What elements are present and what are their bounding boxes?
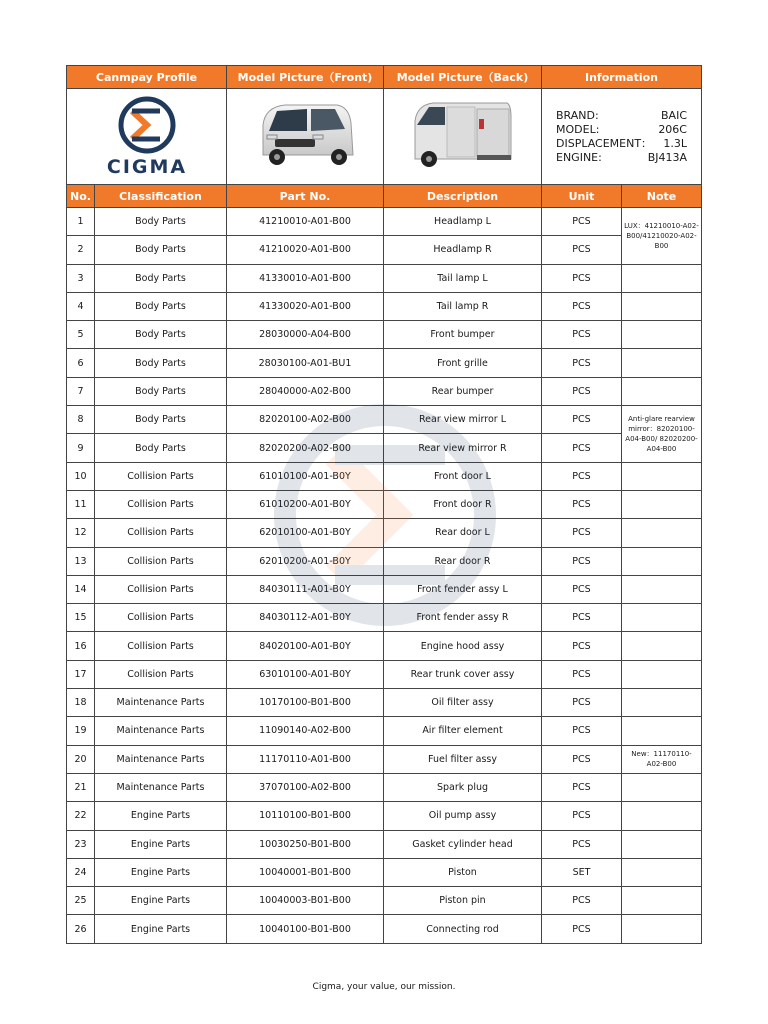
table-row <box>67 632 702 660</box>
row-description: Oil filter assy <box>384 689 542 717</box>
row-classification: Collision Parts <box>95 462 227 490</box>
row-unit: PCS <box>542 264 622 292</box>
row-classification: Engine Parts <box>95 802 227 830</box>
row-number: 22 <box>67 802 95 830</box>
row-description: Front bumper <box>384 321 542 349</box>
displacement-value: 1.3L <box>663 136 687 150</box>
row-part-no: 10040003-B01-B00 <box>227 887 384 915</box>
col-note: Note <box>622 185 702 208</box>
row-unit: PCS <box>542 802 622 830</box>
row-unit: PCS <box>542 575 622 603</box>
row-part-no: 37070100-A02-B00 <box>227 773 384 801</box>
row-number: 5 <box>67 321 95 349</box>
row-note <box>622 887 702 915</box>
row-classification: Body Parts <box>95 264 227 292</box>
col-no: No. <box>67 185 95 208</box>
table-row <box>67 292 702 320</box>
row-description: Gasket cylinder head <box>384 830 542 858</box>
row-part-no: 41210010-A01-B00 <box>227 208 384 236</box>
table-row <box>67 264 702 292</box>
row-description: Fuel filter assy <box>384 745 542 773</box>
table-row <box>67 236 702 264</box>
row-part-no: 10040100-B01-B00 <box>227 915 384 943</box>
table-row <box>67 773 702 801</box>
row-number: 16 <box>67 632 95 660</box>
row-note <box>622 349 702 377</box>
row-note <box>622 575 702 603</box>
row-number: 12 <box>67 519 95 547</box>
row-part-no: 11090140-A02-B00 <box>227 717 384 745</box>
row-part-no: 62010200-A01-B0Y <box>227 547 384 575</box>
row-description: Rear view mirror R <box>384 434 542 462</box>
logo-text: CIGMA <box>106 155 187 178</box>
table-row <box>67 575 702 603</box>
cigma-logo <box>92 93 202 178</box>
row-note <box>622 632 702 660</box>
table-row <box>67 490 702 518</box>
table-row <box>67 887 702 915</box>
row-unit: PCS <box>542 745 622 773</box>
row-classification: Body Parts <box>95 349 227 377</box>
row-part-no: 10040001-B01-B00 <box>227 858 384 886</box>
table-row <box>67 547 702 575</box>
row-number: 9 <box>67 434 95 462</box>
row-part-no: 63010100-A01-B0Y <box>227 660 384 688</box>
row-number: 19 <box>67 717 95 745</box>
row-description: Front grille <box>384 349 542 377</box>
header-back: Model Picture（Back) <box>384 66 542 89</box>
row-description: Front door R <box>384 490 542 518</box>
row-unit: PCS <box>542 830 622 858</box>
row-part-no: 82020100-A02-B00 <box>227 406 384 434</box>
col-classification: Classification <box>95 185 227 208</box>
row-note <box>622 689 702 717</box>
row-description: Rear door L <box>384 519 542 547</box>
row-note <box>622 292 702 320</box>
row-description: Engine hood assy <box>384 632 542 660</box>
row-part-no: 84030111-A01-B0Y <box>227 575 384 603</box>
row-classification: Collision Parts <box>95 660 227 688</box>
row-classification: Body Parts <box>95 434 227 462</box>
row-note <box>622 604 702 632</box>
table-row <box>67 745 702 773</box>
row-part-no: 11170110-A01-B00 <box>227 745 384 773</box>
row-number: 2 <box>67 236 95 264</box>
row-description: Tail lamp R <box>384 292 542 320</box>
table-row <box>67 858 702 886</box>
row-number: 6 <box>67 349 95 377</box>
row-unit: PCS <box>542 377 622 405</box>
row-unit: PCS <box>542 292 622 320</box>
model-row <box>556 123 687 137</box>
row-unit: PCS <box>542 689 622 717</box>
table-row <box>67 717 702 745</box>
col-unit: Unit <box>542 185 622 208</box>
row-number: 1 <box>67 208 95 236</box>
row-note: LUX：41210010-A02-B00/41210020-A02-B00 <box>622 208 702 265</box>
row-classification: Maintenance Parts <box>95 689 227 717</box>
row-number: 11 <box>67 490 95 518</box>
row-classification: Collision Parts <box>95 519 227 547</box>
row-description: Headlamp R <box>384 236 542 264</box>
table-row <box>67 689 702 717</box>
row-note <box>622 321 702 349</box>
row-classification: Maintenance Parts <box>95 773 227 801</box>
row-description: Rear trunk cover assy <box>384 660 542 688</box>
table-row <box>67 406 702 434</box>
row-description: Piston pin <box>384 887 542 915</box>
col-part-no: Part No. <box>227 185 384 208</box>
row-number: 24 <box>67 858 95 886</box>
row-description: Connecting rod <box>384 915 542 943</box>
row-note <box>622 773 702 801</box>
table-row <box>67 434 702 462</box>
engine-row <box>556 151 687 165</box>
row-classification: Engine Parts <box>95 887 227 915</box>
row-note <box>622 830 702 858</box>
row-note <box>622 519 702 547</box>
row-classification: Maintenance Parts <box>95 717 227 745</box>
row-number: 13 <box>67 547 95 575</box>
row-unit: PCS <box>542 660 622 688</box>
table-row <box>67 208 702 236</box>
row-unit: PCS <box>542 236 622 264</box>
van-front-image <box>249 95 361 175</box>
parts-table <box>66 65 702 944</box>
row-classification: Collision Parts <box>95 547 227 575</box>
row-unit: PCS <box>542 434 622 462</box>
table-row <box>67 915 702 943</box>
col-description: Description <box>384 185 542 208</box>
row-number: 10 <box>67 462 95 490</box>
row-part-no: 28030000-A04-B00 <box>227 321 384 349</box>
row-part-no: 10030250-B01-B00 <box>227 830 384 858</box>
table-row <box>67 830 702 858</box>
displacement-label: DISPLACEMENT： <box>556 136 653 150</box>
model-value: 206C <box>658 122 687 136</box>
row-number: 4 <box>67 292 95 320</box>
profile-header-row <box>67 66 702 89</box>
row-note: New：11170110-A02-B00 <box>622 745 702 773</box>
footer-tagline: Cigma, your value, our mission. <box>312 982 456 992</box>
engine-value: BJ413A <box>647 150 687 164</box>
row-classification: Collision Parts <box>95 632 227 660</box>
row-classification: Collision Parts <box>95 575 227 603</box>
company-logo-cell <box>67 89 227 185</box>
row-note <box>622 462 702 490</box>
displacement-row <box>556 137 687 151</box>
row-unit: SET <box>542 858 622 886</box>
row-unit: PCS <box>542 462 622 490</box>
row-note <box>622 858 702 886</box>
row-classification: Engine Parts <box>95 858 227 886</box>
row-description: Air filter element <box>384 717 542 745</box>
row-number: 8 <box>67 406 95 434</box>
table-row <box>67 802 702 830</box>
row-description: Rear door R <box>384 547 542 575</box>
row-number: 26 <box>67 915 95 943</box>
brand-value: BAIC <box>661 108 687 122</box>
row-note <box>622 377 702 405</box>
row-note <box>622 547 702 575</box>
row-classification: Collision Parts <box>95 604 227 632</box>
column-header-row <box>67 185 702 208</box>
row-unit: PCS <box>542 717 622 745</box>
row-part-no: 28030100-A01-BU1 <box>227 349 384 377</box>
brand-label: BRAND: <box>556 108 599 122</box>
row-classification: Body Parts <box>95 321 227 349</box>
row-number: 18 <box>67 689 95 717</box>
row-description: Spark plug <box>384 773 542 801</box>
profile-content-row <box>67 89 702 185</box>
row-unit: PCS <box>542 604 622 632</box>
row-description: Tail lamp L <box>384 264 542 292</box>
row-description: Headlamp L <box>384 208 542 236</box>
brand-row <box>556 109 687 123</box>
table-row <box>67 604 702 632</box>
header-front: Model Picture（Front) <box>227 66 384 89</box>
row-unit: PCS <box>542 208 622 236</box>
row-unit: PCS <box>542 321 622 349</box>
row-classification: Maintenance Parts <box>95 745 227 773</box>
row-note <box>622 915 702 943</box>
table-row <box>67 660 702 688</box>
row-number: 3 <box>67 264 95 292</box>
row-number: 23 <box>67 830 95 858</box>
row-note: Anti-glare rearview mirror：82020100-A04-B00/ 82020200-A04-B00 <box>622 406 702 463</box>
row-unit: PCS <box>542 490 622 518</box>
row-part-no: 28040000-A02-B00 <box>227 377 384 405</box>
row-note <box>622 490 702 518</box>
row-unit: PCS <box>542 519 622 547</box>
row-unit: PCS <box>542 632 622 660</box>
row-number: 15 <box>67 604 95 632</box>
row-part-no: 62010100-A01-B0Y <box>227 519 384 547</box>
row-number: 20 <box>67 745 95 773</box>
row-part-no: 10170100-B01-B00 <box>227 689 384 717</box>
row-number: 7 <box>67 377 95 405</box>
row-description: Rear bumper <box>384 377 542 405</box>
vehicle-info-cell <box>542 89 702 185</box>
table-row <box>67 349 702 377</box>
row-unit: PCS <box>542 773 622 801</box>
row-number: 14 <box>67 575 95 603</box>
table-row <box>67 321 702 349</box>
row-note <box>622 717 702 745</box>
header-company: Canmpay Profile <box>67 66 227 89</box>
row-note <box>622 660 702 688</box>
row-part-no: 82020200-A02-B00 <box>227 434 384 462</box>
row-number: 25 <box>67 887 95 915</box>
header-info: Information <box>542 66 702 89</box>
row-classification: Body Parts <box>95 292 227 320</box>
engine-label: ENGINE: <box>556 150 602 164</box>
row-part-no: 10110100-B01-B00 <box>227 802 384 830</box>
row-part-no: 84020100-A01-B0Y <box>227 632 384 660</box>
model-label: MODEL: <box>556 122 600 136</box>
row-unit: PCS <box>542 349 622 377</box>
row-classification: Body Parts <box>95 406 227 434</box>
row-unit: PCS <box>542 406 622 434</box>
row-part-no: 41330010-A01-B00 <box>227 264 384 292</box>
row-classification: Body Parts <box>95 236 227 264</box>
row-description: Front door L <box>384 462 542 490</box>
row-description: Piston <box>384 858 542 886</box>
front-picture-cell <box>227 89 384 185</box>
row-description: Oil pump assy <box>384 802 542 830</box>
row-description: Front fender assy L <box>384 575 542 603</box>
row-part-no: 61010100-A01-B0Y <box>227 462 384 490</box>
row-part-no: 84030112-A01-B0Y <box>227 604 384 632</box>
row-description: Rear view mirror L <box>384 406 542 434</box>
row-part-no: 61010200-A01-B0Y <box>227 490 384 518</box>
table-row <box>67 377 702 405</box>
parts-rows <box>67 208 702 944</box>
van-back-image <box>407 95 519 175</box>
row-part-no: 41330020-A01-B00 <box>227 292 384 320</box>
row-classification: Collision Parts <box>95 490 227 518</box>
table-row <box>67 462 702 490</box>
row-classification: Body Parts <box>95 208 227 236</box>
row-classification: Engine Parts <box>95 830 227 858</box>
row-number: 17 <box>67 660 95 688</box>
table-row <box>67 519 702 547</box>
row-number: 21 <box>67 773 95 801</box>
row-classification: Body Parts <box>95 377 227 405</box>
row-unit: PCS <box>542 915 622 943</box>
row-part-no: 41210020-A01-B00 <box>227 236 384 264</box>
row-unit: PCS <box>542 547 622 575</box>
row-note <box>622 802 702 830</box>
row-unit: PCS <box>542 887 622 915</box>
row-note <box>622 264 702 292</box>
row-classification: Engine Parts <box>95 915 227 943</box>
row-description: Front fender assy R <box>384 604 542 632</box>
back-picture-cell <box>384 89 542 185</box>
